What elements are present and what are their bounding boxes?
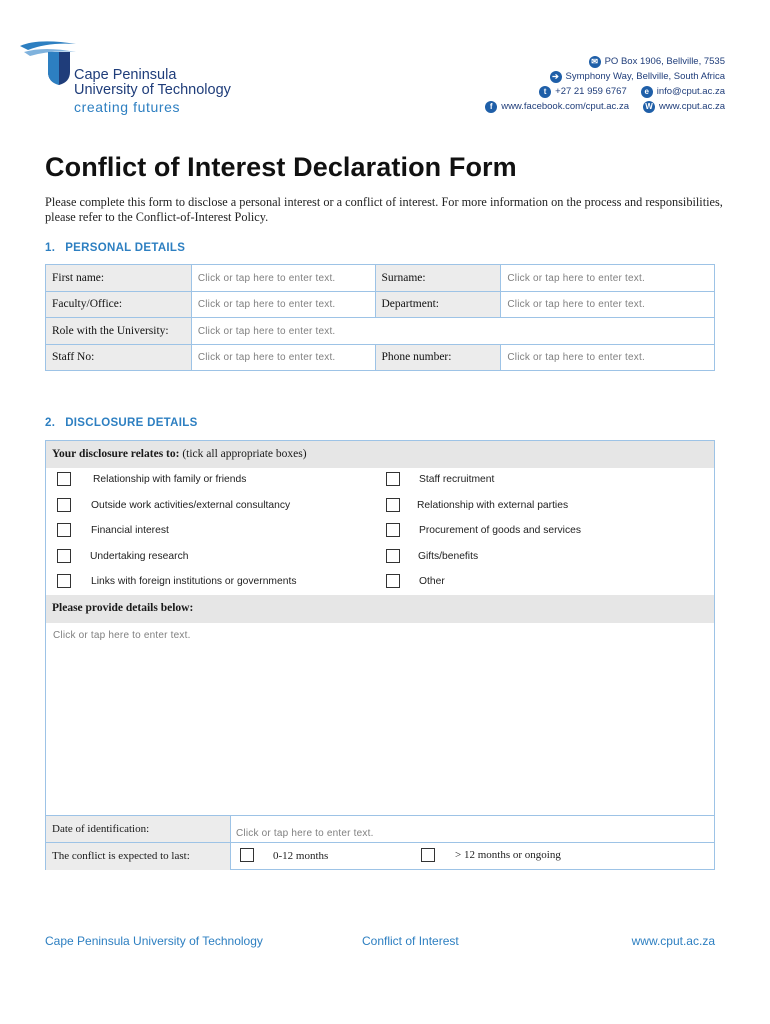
checkbox-label: Other bbox=[419, 576, 445, 587]
details-field[interactable] bbox=[53, 625, 191, 643]
checkbox-label: Outside work activities/external consultancy bbox=[91, 500, 291, 511]
department-field[interactable] bbox=[501, 291, 715, 318]
logo-line-2: University of Technology bbox=[74, 82, 231, 98]
address-text: Symphony Way, Bellville, South Africa bbox=[565, 71, 725, 82]
checkbox-row bbox=[46, 498, 714, 523]
checkbox-other[interactable] bbox=[386, 574, 400, 588]
placeholder-text: Click or tap here to enter text. bbox=[507, 299, 645, 311]
disclosure-relates-header bbox=[46, 441, 714, 468]
disclosure-details-heading bbox=[45, 417, 198, 429]
mail-icon: ✉ bbox=[589, 56, 601, 68]
checkbox-financial-interest[interactable] bbox=[57, 523, 71, 537]
email-link[interactable]: info@cput.ac.za bbox=[656, 86, 725, 97]
contact-block bbox=[471, 54, 725, 114]
checkbox-foreign-links[interactable] bbox=[57, 574, 71, 588]
personal-details-table bbox=[45, 264, 715, 371]
relates-bold-text: Your disclosure relates to: bbox=[52, 448, 180, 460]
checkbox-row bbox=[46, 523, 714, 548]
checkbox-row bbox=[46, 472, 714, 497]
logo-tagline: creating futures bbox=[74, 99, 181, 115]
footer-website-link[interactable]: www.cput.ac.za bbox=[631, 934, 715, 948]
facebook-link[interactable]: www.facebook.com/cput.ac.za bbox=[501, 101, 629, 112]
checkbox-row bbox=[46, 549, 714, 574]
phone-icon: t bbox=[539, 86, 551, 98]
placeholder-text: Click or tap here to enter text. bbox=[197, 272, 336, 284]
cput-logo bbox=[18, 38, 258, 118]
phone-number-label: Phone number: bbox=[375, 344, 501, 371]
table-row bbox=[46, 344, 715, 371]
relates-rest-text: (tick all appropriate boxes) bbox=[179, 448, 307, 460]
placeholder-text: Click or tap here to enter text. bbox=[507, 352, 645, 364]
faculty-field[interactable] bbox=[191, 291, 375, 318]
placeholder-text: Click or tap here to enter text. bbox=[197, 325, 336, 337]
personal-details-heading bbox=[45, 242, 185, 254]
checkbox-family-friends[interactable] bbox=[57, 472, 71, 486]
placeholder-text: Click or tap here to enter text. bbox=[197, 352, 336, 364]
table-row bbox=[46, 291, 715, 318]
details-heading: Please provide details below: bbox=[46, 595, 714, 623]
section-title: DISCLOSURE DETAILS bbox=[65, 417, 198, 429]
staff-no-label: Staff No: bbox=[46, 344, 192, 371]
date-identification-label: Date of identification: bbox=[46, 816, 231, 843]
placeholder-text: Click or tap here to enter text. bbox=[53, 630, 191, 641]
logo-line-1: Cape Peninsula bbox=[74, 67, 177, 83]
checkbox-label: 0-12 months bbox=[273, 850, 329, 862]
checkbox-label: Relationship with external parties bbox=[417, 500, 569, 511]
email-icon: e bbox=[641, 86, 653, 98]
table-row bbox=[46, 318, 715, 345]
page-title: Conflict of Interest Declaration Form bbox=[45, 152, 517, 182]
web-icon: W bbox=[643, 101, 655, 113]
checkbox-label: Gifts/benefits bbox=[418, 551, 479, 562]
role-field[interactable] bbox=[191, 318, 714, 345]
surname-label: Surname: bbox=[375, 265, 501, 292]
conflict-duration-label: The conflict is expected to last: bbox=[46, 843, 231, 870]
department-label: Department: bbox=[375, 291, 501, 318]
phone-text: +27 21 959 6767 bbox=[555, 86, 627, 97]
footer-institution: Cape Peninsula University of Technology bbox=[45, 934, 263, 948]
first-name-label: First name: bbox=[46, 265, 192, 292]
date-identification-field[interactable] bbox=[236, 823, 374, 841]
checkbox-gifts-benefits[interactable] bbox=[386, 549, 400, 563]
checkbox-label: Undertaking research bbox=[90, 551, 189, 562]
checkbox-label: > 12 months or ongoing bbox=[455, 849, 561, 861]
placeholder-text: Click or tap here to enter text. bbox=[197, 299, 336, 311]
surname-field[interactable] bbox=[501, 265, 715, 292]
checkbox-external-parties[interactable] bbox=[386, 498, 400, 512]
role-label: Role with the University: bbox=[46, 318, 192, 345]
arrow-icon: ➔ bbox=[550, 71, 562, 83]
intro-text: Please complete this form to disclose a personal interest or a conflict of interest. For more information on the process and responsibilities, please refer to the Conflict-of-Interest Policy. bbox=[45, 195, 723, 224]
checkbox-procurement[interactable] bbox=[386, 523, 400, 537]
checkbox-staff-recruitment[interactable] bbox=[386, 472, 400, 486]
staff-no-field[interactable] bbox=[191, 344, 375, 371]
placeholder-text: Click or tap here to enter text. bbox=[236, 828, 374, 839]
section-number: 1. bbox=[45, 242, 56, 254]
disclosure-details-table bbox=[45, 440, 715, 870]
faculty-label: Faculty/Office: bbox=[46, 291, 192, 318]
checkbox-label: Financial interest bbox=[91, 525, 169, 536]
placeholder-text: Click or tap here to enter text. bbox=[507, 272, 645, 284]
checkbox-label: Staff recruitment bbox=[419, 474, 495, 485]
section-number: 2. bbox=[45, 417, 56, 429]
section-title: PERSONAL DETAILS bbox=[65, 242, 186, 254]
checkbox-label: Procurement of goods and services bbox=[419, 525, 581, 536]
footer-document-name: Conflict of Interest bbox=[362, 934, 459, 948]
checkbox-outside-work[interactable] bbox=[57, 498, 71, 512]
checkbox-over-12-months[interactable] bbox=[421, 848, 435, 862]
website-link[interactable]: www.cput.ac.za bbox=[659, 101, 725, 112]
first-name-field[interactable] bbox=[191, 265, 375, 292]
checkbox-research[interactable] bbox=[57, 549, 71, 563]
checkbox-0-12-months[interactable] bbox=[240, 848, 254, 862]
checkbox-label: Relationship with family or friends bbox=[93, 474, 247, 485]
phone-number-field[interactable] bbox=[501, 344, 715, 371]
facebook-icon: f bbox=[485, 101, 497, 113]
cput-logo-mark-icon bbox=[18, 38, 78, 86]
table-row bbox=[46, 265, 715, 292]
checkbox-label: Links with foreign institutions or governments bbox=[91, 576, 297, 587]
po-box-text: PO Box 1906, Bellville, 7535 bbox=[604, 56, 725, 67]
